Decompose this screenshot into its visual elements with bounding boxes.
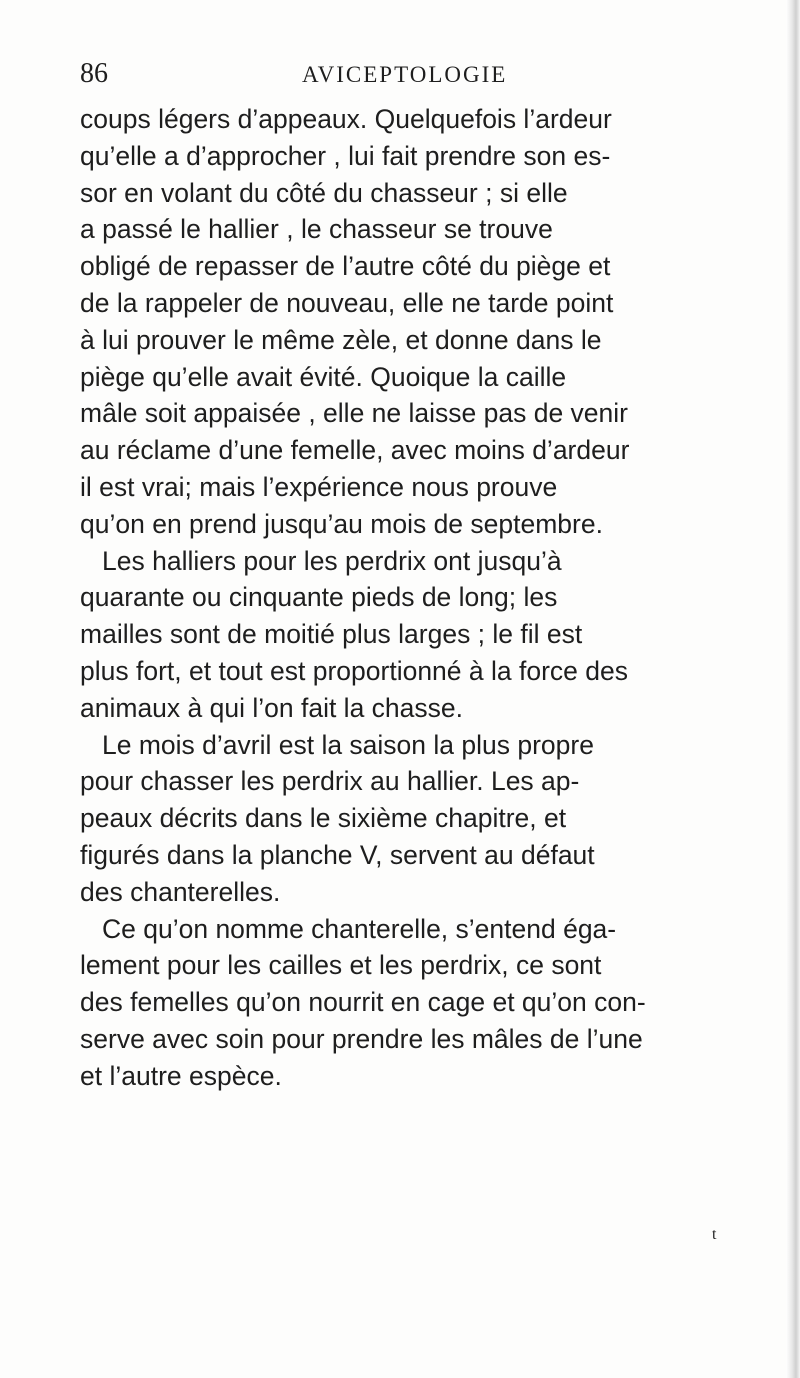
text-line: à lui prouver le même zèle, et donne dans le (80, 324, 602, 355)
catchword: t (712, 1226, 717, 1243)
page-edge-shadow (786, 0, 800, 1378)
text-line: quarante ou cinquante pieds de long; les (80, 582, 558, 613)
text-line: de la rappeler de nouveau, elle ne tarde point (80, 287, 614, 318)
text-line: sor en volant du côté du chasseur ; si elle (80, 177, 568, 208)
text-line: obligé de repasser de l’autre côté du piège et (80, 251, 611, 282)
text-line: mâle soit appaisée , elle ne laisse pas de venir (80, 398, 628, 429)
text-line: animaux à qui l’on fait la chasse. (80, 692, 463, 723)
page-header (80, 58, 780, 98)
text-line: Les halliers pour les perdrix ont jusqu’à (102, 545, 562, 576)
text-line: des femelles qu’on nourrit en cage et qu’on con- (80, 987, 646, 1018)
text-line: serve avec soin pour prendre les mâles de l’une (80, 1023, 643, 1054)
text-line: plus fort, et tout est proportionné à la force des (80, 655, 628, 686)
text-line: pour chasser les perdrix au hallier. Les ap- (80, 766, 580, 797)
text-line: peaux décrits dans le sixième chapitre, et (80, 803, 567, 834)
text-line: des chanterelles. (80, 876, 281, 907)
text-line: mailles sont de moitié plus larges ; le fil est (80, 619, 583, 650)
text-line: figurés dans la planche V, servent au défaut (80, 839, 595, 870)
body-text (80, 101, 780, 1095)
text-line: au réclame d’une femelle, avec moins d’ardeur (80, 435, 630, 466)
text-line: coups légers d’appeaux. Quelquefois l’ardeur (80, 104, 612, 134)
text-line: Ce qu’on nomme chanterelle, s’entend éga- (102, 913, 617, 944)
text-line: a passé le hallier , le chasseur se trouve (80, 214, 553, 245)
text-line: qu’on en prend jusqu’au mois de septembre. (80, 508, 603, 539)
text-line: qu’elle a d’approcher , lui fait prendre son es- (80, 140, 611, 171)
text-line: piège qu’elle avait évité. Quoique la caille (80, 361, 567, 392)
text-line: et l’autre espèce. (80, 1060, 282, 1091)
text-line: lement pour les cailles et les perdrix, ce sont (80, 950, 602, 981)
text-line: Le mois d’avril est la saison la plus propre (102, 729, 594, 760)
page-number: 86 (80, 58, 108, 89)
running-title: AVICEPTOLOGIE (302, 62, 508, 87)
text-line: il est vrai; mais l’expérience nous prouve (80, 471, 558, 502)
